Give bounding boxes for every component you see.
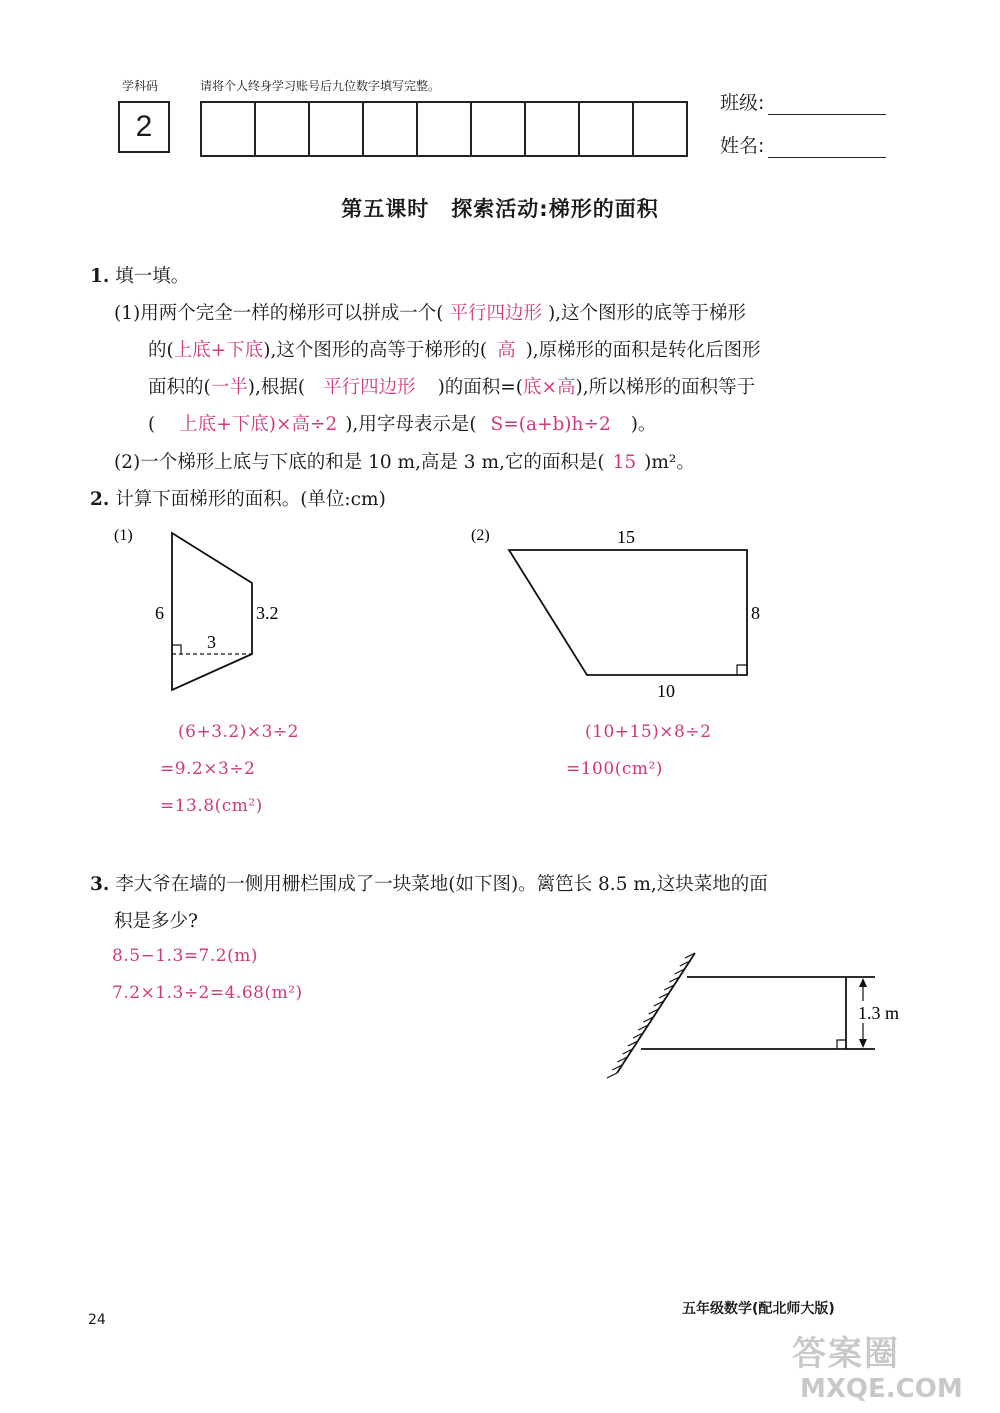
q1-p2 (114, 448, 695, 474)
class-input-line[interactable] (768, 92, 886, 115)
answer-half: 一半 (210, 377, 248, 398)
account-instruction: 请将个人终身学习账号后九位数字填写完整。 (200, 79, 441, 93)
subject-code-label: 学科码 (122, 79, 159, 93)
text: ),根据( (247, 377, 306, 398)
fig2-bottom-label: 10 (657, 681, 675, 701)
fig2-label: (2) (471, 527, 490, 544)
q2-heading-text: 计算下面梯形的面积。(单位:cm) (115, 489, 386, 510)
account-digit-box[interactable] (364, 103, 418, 155)
watermark-logo: 答案圈 (792, 1334, 900, 1374)
arrow-up-icon (859, 978, 867, 987)
answer-parallelogram-2: 平行四边形 (323, 377, 416, 398)
account-digit-box[interactable] (202, 103, 256, 155)
account-digit-box[interactable] (634, 103, 688, 155)
q1-heading (90, 262, 189, 288)
q3-text-1: 李大爷在墙的一侧用栅栏围成了一块菜地(如下图)。篱笆长 8.5 m,这块菜地的面 (115, 874, 768, 895)
trapezoid-1-outline (172, 533, 252, 690)
q2-sol1-line2: =9.2×3÷2 (160, 759, 256, 779)
q1-number: 1. (90, 266, 110, 287)
class-label: 班级: (720, 92, 765, 114)
answer-sum-bases: 上底+下底 (173, 340, 264, 361)
q2-heading (90, 485, 386, 511)
right-angle-mark (837, 1040, 846, 1049)
text: ),这个图形的底等于梯形 (547, 303, 747, 324)
q2-sol1-line1: (6+3.2)×3÷2 (178, 722, 299, 742)
q2-sol2-line1: (10+15)×8÷2 (585, 722, 712, 742)
answer-parallelogram: 平行四边形 (449, 303, 542, 324)
wall-line (617, 953, 695, 1073)
answer-area-formula-words: 上底+下底)×高÷2 (179, 414, 338, 435)
book-title: 五年级数学(配北师大版) (682, 1301, 835, 1317)
name-field (720, 131, 886, 158)
text: ),这个图形的高等于梯形的( (263, 340, 488, 361)
q3-number: 3. (90, 874, 110, 895)
subject-code-box: 2 (118, 101, 170, 153)
account-number-boxes (200, 101, 688, 157)
q1-p1-line2 (148, 336, 761, 362)
answer-base-times-height: 底×高 (523, 377, 576, 398)
text: ),原梯形的面积是转化后图形 (525, 340, 761, 361)
arrow-down-icon (859, 1039, 867, 1048)
text: ),所以梯形的面积等于 (575, 377, 756, 398)
answer-area-15: 15 (612, 452, 637, 473)
trapezoid-figure-1 (100, 515, 320, 705)
answer-height: 高 (497, 340, 516, 361)
account-digit-box[interactable] (580, 103, 634, 155)
q3-line2: 积是多少? (114, 911, 198, 932)
q2-sol1-line3: =13.8(cm²) (160, 796, 263, 816)
fig2-top-label: 15 (617, 527, 635, 547)
name-input-line[interactable] (768, 135, 886, 158)
class-field (720, 88, 886, 115)
fig1-left-label: 6 (155, 603, 164, 623)
trapezoid-2-outline (509, 550, 747, 675)
watermark-url: MXQE.COM (800, 1374, 963, 1404)
text: )m²。 (644, 452, 695, 473)
q1-p1-line3 (148, 373, 755, 399)
account-digit-box[interactable] (418, 103, 472, 155)
fig1-height-label: 3 (207, 632, 216, 652)
text: ( (148, 414, 156, 435)
q3-sol-line1: 8.5−1.3=7.2(m) (112, 946, 258, 966)
q3-sol-line2: 7.2×1.3÷2=4.68(m²) (112, 983, 303, 1003)
text: )。 (630, 414, 657, 435)
text: (1)用两个完全一样的梯形可以拼成一个( (114, 303, 444, 324)
q1-heading-text: 填一填。 (115, 266, 190, 287)
q2-sol2-line2: =100(cm²) (566, 759, 663, 779)
name-label: 姓名: (720, 135, 765, 157)
q1-p1-line4 (148, 410, 656, 436)
text: )的面积=( (437, 377, 524, 398)
right-angle-mark (737, 665, 747, 675)
q3-line1 (90, 870, 768, 896)
account-digit-box[interactable] (256, 103, 310, 155)
q1-p1-line1 (114, 299, 746, 325)
fig1-label: (1) (114, 527, 133, 544)
account-digit-box[interactable] (526, 103, 580, 155)
text: 面积的( (148, 377, 211, 398)
garden-figure (605, 945, 915, 1080)
wall-hatch-stroke (607, 1073, 617, 1078)
garden-height-label: 1.3 m (858, 1003, 900, 1023)
trapezoid-figure-2 (465, 515, 785, 705)
account-digit-box[interactable] (310, 103, 364, 155)
account-digit-box[interactable] (472, 103, 526, 155)
fig2-right-label: 8 (751, 603, 760, 623)
page-number: 24 (88, 1312, 106, 1328)
fig1-right-label: 3.2 (256, 603, 279, 623)
right-angle-mark (172, 645, 181, 654)
text: (2)一个梯形上底与下底的和是 10 m,高是 3 m,它的面积是( (114, 452, 605, 473)
answer-area-formula-letters: S=(a+b)h÷2 (490, 414, 611, 435)
q2-number: 2. (90, 489, 110, 510)
lesson-title: 第五课时 探索活动:梯形的面积 (341, 197, 659, 221)
text: 的( (148, 340, 174, 361)
text: ),用字母表示是( (345, 414, 477, 435)
